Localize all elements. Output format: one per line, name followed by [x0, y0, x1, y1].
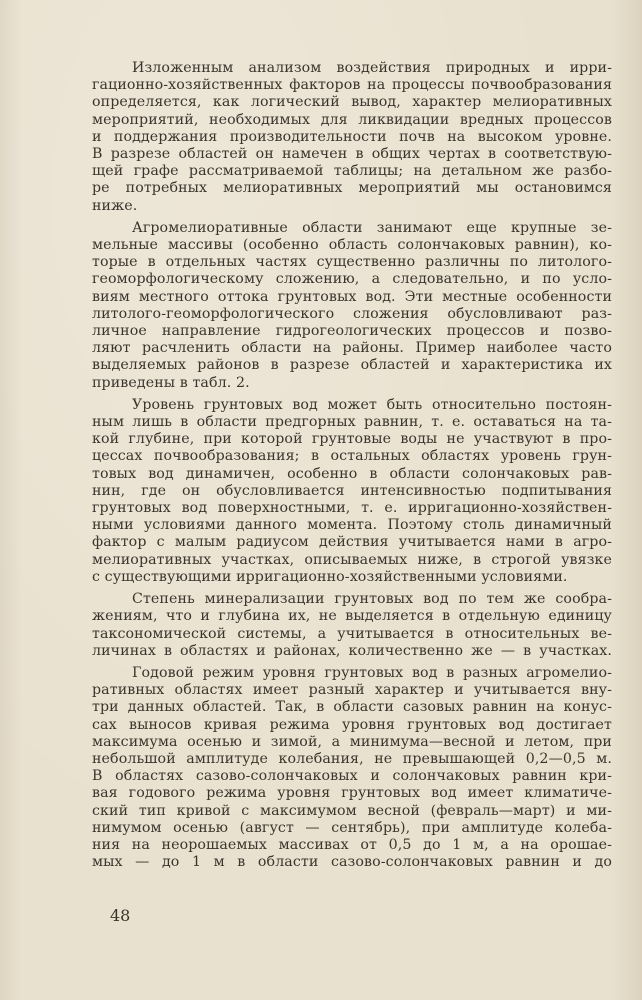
- text-line: В разрезе областей он намечен в общих чертах в соответствую-: [92, 146, 612, 163]
- paragraph-1: [92, 60, 612, 215]
- text-line: гационно-хозяйственных факторов на процессы почвообразования: [92, 77, 612, 94]
- text-line: грунтовых вод поверхностными, т. е. ирригационно-хозяйствен-: [92, 500, 612, 517]
- text-line: Степень минерализации грунтовых вод по тем же сообра-: [132, 591, 612, 608]
- text-line: Изложенным анализом воздействия природных и ирри-: [132, 60, 612, 76]
- text-line: с существующими ирригационно-хозяйственными условиями.: [92, 568, 568, 585]
- text-line: торые в отдельных частях существенно различны по литолого-: [92, 254, 612, 271]
- text-line: выделяемых районов в разрезе областей и характеристика их: [92, 357, 612, 374]
- text-line: и поддержания производительности почв на высоком уровне.: [92, 128, 612, 145]
- text-line: геоморфологическому сложению, а следовательно, и по усло-: [92, 271, 612, 288]
- text-line: нин, где он обусловливается интенсивностью подпитывания: [92, 482, 612, 499]
- text-line: виям местного оттока грунтовых вод. Эти местные особенности: [92, 288, 612, 305]
- text-line: личное направление гидрогеологических процессов и позво-: [92, 323, 612, 340]
- text-line: мых — до 1 м в области сазово-солончаковых равнин и до: [92, 854, 612, 871]
- text-line: ния на неорошаемых массивах от 0,5 до 1 м, а на орошае-: [92, 836, 612, 853]
- text-line: мероприятий, необходимых для ликвидации вредных процессов: [92, 111, 612, 128]
- text-line: жениям, что и глубина их, не выделяется в отдельную единицу: [92, 608, 612, 625]
- text-line: цессах почвообразования; в остальных областях уровень грун-: [92, 448, 612, 465]
- paragraph-3: [92, 397, 612, 586]
- main-text: [92, 60, 612, 871]
- page-number: 48: [110, 906, 131, 925]
- text-line: мелиоративных участках, описываемых ниже, в строгой увязке: [92, 551, 612, 568]
- text-line: Уровень грунтовых вод может быть относительно постоян-: [132, 396, 612, 413]
- paragraph-5: [92, 665, 612, 871]
- text-line: ниже.: [92, 197, 138, 214]
- text-line: ративных областях имеет разный характер и учитывается вну-: [92, 682, 612, 699]
- text-line: ский тип кривой с максимумом весной (февраль—март) и ми-: [92, 802, 612, 819]
- text-line: личинах в областях и районах, количественно же — в участках.: [92, 642, 612, 659]
- text-line: определяется, как логический вывод, характер мелиоративных: [92, 94, 612, 111]
- text-line: ре потребных мелиоративных мероприятий мы остановимся: [92, 180, 612, 197]
- paragraph-4: [92, 591, 612, 660]
- text-line: ными условиями данного момента. Поэтому столь динамичный: [92, 517, 612, 534]
- text-line: товых вод динамичен, особенно в области солончаковых рав-: [92, 465, 612, 482]
- text-line: таксономической системы, а учитывается в относительных ве-: [92, 625, 612, 642]
- text-line: Агромелиоративные области занимают еще крупные зе-: [132, 219, 612, 236]
- paragraph-2: [92, 220, 612, 392]
- text-line: кой глубине, при которой грунтовые воды не участвуют в про-: [92, 431, 612, 448]
- text-line: сах выносов кривая режима уровня грунтовых вод достигает: [92, 716, 612, 733]
- text-line: литолого-геоморфологического сложения обусловливают раз-: [92, 305, 612, 322]
- text-line: ным лишь в области предгорных равнин, т. е. оставаться на та-: [92, 414, 612, 431]
- text-line: щей графе рассматриваемой таблицы; на детальном же разбо-: [92, 163, 612, 180]
- text-line: небольшой амплитуде колебания, не превышающей 0,2—0,5 м.: [92, 750, 612, 767]
- text-line: три данных областей. Так, в области сазовых равнин на конус-: [92, 699, 612, 716]
- text-line: В областях сазово-солончаковых и солончаковых равнин кри-: [92, 768, 612, 785]
- text-line: Годовой режим уровня грунтовых вод в разных агромелио-: [132, 664, 612, 681]
- text-line: фактор с малым радиусом действия учитывается нами в агро-: [92, 534, 612, 551]
- text-line: мельные массивы (особенно область солончаковых равнин), ко-: [92, 237, 612, 254]
- text-line: вая годового режима уровня грунтовых вод имеет климатиче-: [92, 785, 612, 802]
- text-line: нимумом осенью (август — сентябрь), при амплитуде колеба-: [92, 819, 612, 836]
- text-line: приведены в табл. 2.: [92, 374, 250, 391]
- text-line: максимума осенью и зимой, а минимума—весной и летом, при: [92, 733, 612, 750]
- text-line: ляют расчленить области на районы. Пример наиболее часто: [92, 340, 612, 357]
